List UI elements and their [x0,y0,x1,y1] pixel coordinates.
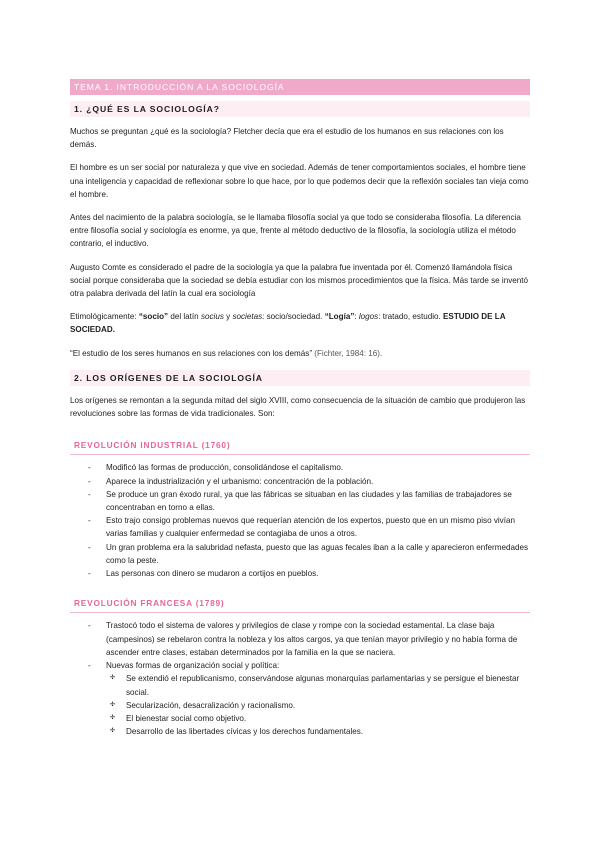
paragraph-etymology [70,310,530,336]
list-item: - Se produce un gran éxodo rural, ya que las fábricas se situaban en las ciudades y las familias de trabajadores se concentraban en torno a ellas. [88,488,530,514]
quote-text: “El estudio de los seres humanos en sus relaciones con los demás” [70,348,313,358]
paragraph-origins: Los orígenes se remontan a la segunda mitad del siglo XVIII, como consecuencia de la situación de cambio que produjeron las revoluciones sobre las formas de vida tradicionales. Son: [70,395,526,419]
etym-socio: “socio” [138,312,169,322]
paragraph-definition: Muchos se preguntan ¿qué es la sociología? Fletcher decía que era el estudio de los humanos en sus relaciones con los demás. [70,127,504,150]
list-item: - Modificó las formas de producción, consolidándose el capitalismo. [88,461,530,474]
etym-text: y [223,312,233,322]
paragraph-social-philosophy: Antes del nacimiento de la palabra sociología, se le llamaba filosofía social ya que todo se consideraba filosofía. La diferencia entre filosofía social y sociología es enorme, ya que, frente al método deductivo de la filosofía, la sociología utiliza el método contrario, el inductivo. [70,213,521,249]
etym-logia: “Logía” [324,312,355,322]
french-revolution-list [70,619,530,672]
list-item: - Esto trajo consigo problemas nuevos que requerían atención de los expertos, puesto que en un mismo piso vivían varias familias y cualquier enfermedad se contagiaba de unos a otros. [88,514,530,540]
list-item: - Un gran problema era la salubridad nefasta, puesto que las aguas fecales iban a la calle y aparecieron enfermedades como la peste. [88,541,530,567]
organization-sublist [70,672,530,738]
sublist-item: ✣ El bienestar social como objetivo. [88,712,530,725]
subheading-industrial-revolution: REVOLUCIÓN INDUSTRIAL (1760) [70,439,530,455]
subheading-french-revolution: REVOLUCIÓN FRANCESA (1789) [70,597,530,613]
etym-logos: logos [358,312,379,322]
industrial-revolution-list [70,461,530,580]
etym-text: : [354,312,359,322]
etym-conclusion: ESTUDIO DE LA SOCIEDAD. [70,312,506,335]
paragraph-comte: Augusto Comte es considerado el padre de la sociología ya que la palabra fue inventada por él. Comenzó llamándola física social porque consideraba que la sociedad se debía estudiar con los mismos procedimientos que la física. Más tarde se inventó otra palabra derivada del latín la cual era sociología [70,262,529,299]
etym-societas: societas [232,312,263,322]
list-item: - Aparece la industrialización y el urbanismo: concentración de la población. [88,475,530,488]
paragraph-social-man: El hombre es un ser social por naturaleza y que vive en sociedad. Además de tener comportamientos sociales, el hombre tiene una inteligencia y capacidad de reflexionar sobre lo que hace, por lo que podemos decir que la reflexión sociales tan vieja como el hombre. [70,163,529,199]
section-heading-1: 1. ¿QUÉ ES LA SOCIOLOGÍA? [70,101,530,117]
paragraph-quote [70,347,530,360]
etym-text: Etimológicamente: [70,312,139,322]
quote-citation: (Fichter, 1984: 16). [312,348,383,358]
sublist-item: ✣ Desarrollo de las libertades cívicas y los derechos fundamentales. [88,725,530,738]
list-item: - Trastocó todo el sistema de valores y privilegios de clase y rompe con la sociedad estamental. La clase baja (campesinos) se rebelaron contra la nobleza y los altos cargos, ya que tenían mayor privilegio y no había forma de ascender entre clases, estaban determinados por la familia en la que se naciera. [88,619,530,659]
document-content [70,79,530,738]
section-heading-2: 2. LOS ORÍGENES DE LA SOCIOLOGÍA [70,370,530,386]
sublist-item: ✣ Se extendió el republicanismo, conservándose algunas monarquías parlamentarias y se persigue el bienestar social. [88,672,530,698]
etym-text: : tratado, estudio. [378,312,444,322]
sublist-item: ✣ Secularización, desacralización y racionalismo. [88,699,530,712]
list-item: - Las personas con dinero se mudaron a cortijos en pueblos. [88,567,530,580]
list-item: - Nuevas formas de organización social y política: [88,659,530,672]
etym-socius: socius [200,312,224,322]
etym-text: del latín [168,312,201,322]
etym-text: : socio/sociedad. [262,312,325,322]
topic-title: TEMA 1. INTRODUCCIÓN A LA SOCIOLOGÍA [70,79,530,95]
